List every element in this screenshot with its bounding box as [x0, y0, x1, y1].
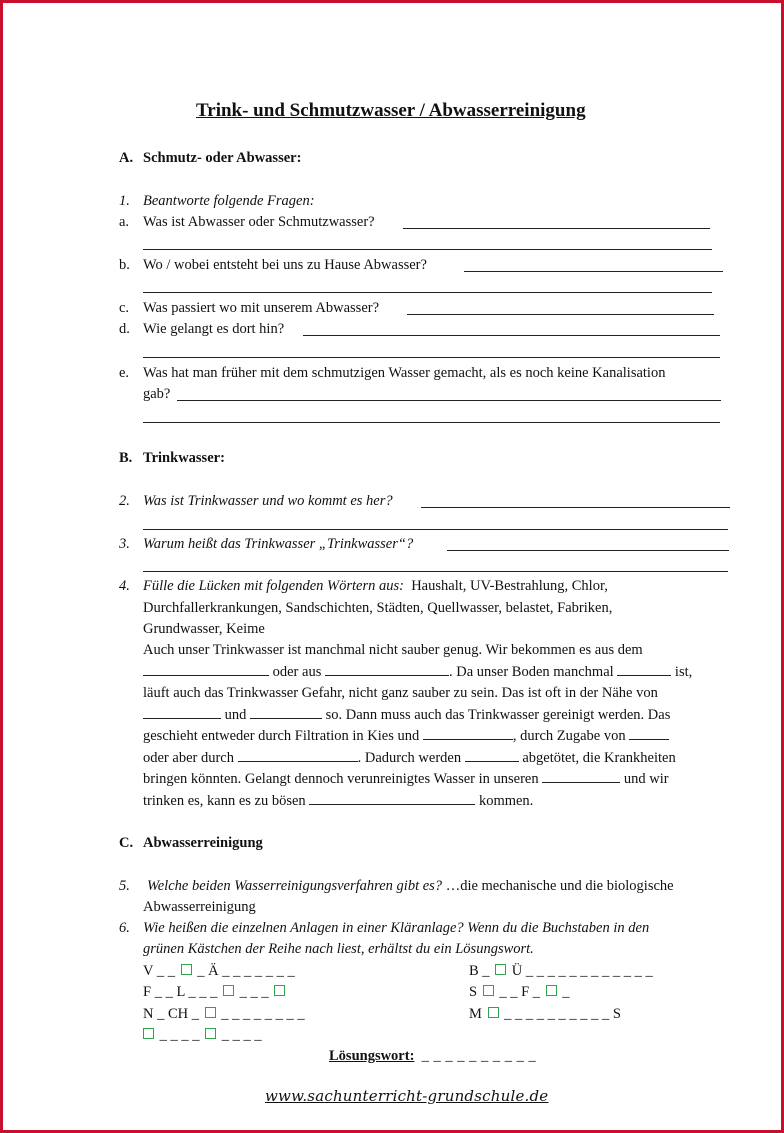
cloze-line: bringen könnten. Gelangt dennoch verunreinigtes Wasser in unseren und wir — [143, 771, 669, 787]
solution-word-row — [329, 1047, 536, 1065]
item-c-text: Was passiert wo mit unserem Abwasser? — [143, 300, 380, 316]
item-b-letter: b. — [119, 257, 130, 273]
word-bank-line-1: Haushalt, UV-Bestrahlung, Chlor, — [411, 578, 608, 594]
puzzle-word-5: N _ CH _ _ _ _ _ _ _ _ _ — [143, 1006, 305, 1022]
cloze-blank[interactable] — [465, 748, 519, 762]
green-box[interactable] — [274, 985, 285, 996]
green-box[interactable] — [488, 1007, 499, 1018]
question-5-line — [147, 877, 674, 895]
green-box[interactable] — [181, 964, 192, 975]
answer-line[interactable] — [464, 271, 723, 272]
section-a-letter: A. — [119, 150, 134, 166]
green-box[interactable] — [143, 1028, 154, 1039]
question-5-text: Welche beiden Wasserreinigungsverfahren gibt es? — [147, 878, 443, 894]
word-bank-line-2: Durchfallerkrankungen, Sandschichten, Städten, Quellwasser, belastet, Fabriken, — [143, 600, 613, 616]
cloze-blank[interactable] — [542, 769, 620, 783]
footer-url: www.sachunterricht-grundschule.de — [265, 1087, 549, 1105]
section-c-heading: Abwasserreinigung — [143, 835, 263, 851]
cloze-blank[interactable] — [250, 705, 322, 719]
answer-line[interactable] — [421, 507, 730, 508]
answer-line[interactable] — [143, 529, 728, 530]
green-box[interactable] — [205, 1007, 216, 1018]
question-1-text: Beantworte folgende Fragen: — [143, 193, 315, 209]
cloze-blank[interactable] — [143, 705, 221, 719]
puzzle-word-2: B _ Ü _ _ _ _ _ _ _ _ _ _ _ _ — [469, 963, 653, 979]
item-a-text: Was ist Abwasser oder Schmutzwasser? — [143, 214, 375, 230]
answer-line[interactable] — [447, 550, 729, 551]
cloze-line: trinken es, kann es zu bösen kommen. — [143, 793, 534, 809]
cloze-line: Auch unser Trinkwasser ist manchmal nicht sauber genug. Wir bekommen es aus dem — [143, 642, 643, 658]
cloze-blank[interactable] — [423, 726, 513, 740]
answer-line[interactable] — [143, 357, 720, 358]
puzzle-word-4: S _ _ F _ _ — [469, 984, 570, 1000]
section-b-letter: B. — [119, 450, 133, 466]
question-6-text: Wie heißen die einzelnen Anlagen in einer Kläranlage? Wenn du die Buchstaben in den — [143, 920, 650, 936]
cloze-blank[interactable] — [629, 726, 669, 740]
cloze-line: geschieht entweder durch Filtration in Kies und , durch Zugabe von — [143, 726, 669, 745]
cloze-blank[interactable] — [309, 791, 475, 805]
cloze-blank[interactable] — [238, 748, 358, 762]
section-a-heading: Schmutz- oder Abwasser: — [143, 150, 302, 166]
word-bank-line-3: Grundwasser, Keime — [143, 621, 265, 637]
item-d-letter: d. — [119, 321, 130, 337]
question-1-number: 1. — [119, 193, 130, 209]
question-4-text: Fülle die Lücken mit folgenden Wörtern aus: — [143, 578, 404, 594]
answer-line[interactable] — [143, 422, 720, 423]
item-e-letter: e. — [119, 365, 130, 381]
item-a-letter: a. — [119, 214, 130, 230]
question-6-number: 6. — [119, 920, 130, 936]
answer-line[interactable] — [143, 571, 728, 572]
puzzle-word-1: V _ _ _ Ä _ _ _ _ _ _ _ — [143, 963, 295, 979]
cloze-line: und so. Dann muss auch das Trinkwasser gereinigt werden. Das — [143, 705, 670, 724]
solution-blanks[interactable]: _ _ _ _ _ _ _ _ _ _ — [421, 1048, 537, 1064]
answer-line[interactable] — [407, 314, 714, 315]
cloze-blank[interactable] — [617, 662, 671, 676]
question-5-answer-continued: Abwasserreinigung — [143, 899, 256, 915]
solution-label: Lösungswort: — [329, 1048, 415, 1064]
page-title: Trink- und Schmutzwasser / Abwasserreinigung — [196, 100, 586, 121]
puzzle-word-7: _ _ _ _ _ _ _ _ — [143, 1026, 262, 1044]
green-box[interactable] — [483, 985, 494, 996]
item-e-text: Was hat man früher mit dem schmutzigen Wasser gemacht, als es noch keine Kanalisation — [143, 365, 666, 381]
puzzle-word-3: F _ _ L _ _ _ _ _ _ — [143, 983, 287, 1001]
green-box[interactable] — [495, 964, 506, 975]
section-b-heading: Trinkwasser: — [143, 450, 225, 466]
answer-line[interactable] — [303, 335, 720, 336]
cloze-line: läuft auch das Trinkwasser Gefahr, nicht ganz sauber zu sein. Das ist oft in der Nähe von — [143, 685, 658, 701]
question-4-number: 4. — [119, 578, 130, 594]
section-c-letter: C. — [119, 835, 134, 851]
answer-line[interactable] — [403, 228, 710, 229]
green-box[interactable] — [546, 985, 557, 996]
puzzle-word-6: M _ _ _ _ _ _ _ _ _ _ S — [469, 1006, 621, 1022]
question-3-number: 3. — [119, 536, 130, 552]
cloze-blank[interactable] — [325, 662, 449, 676]
question-6-text-continued: grünen Kästchen der Reihe nach liest, erhältst du ein Lösungswort. — [143, 941, 534, 957]
cloze-line: oder aus . Da unser Boden manchmal ist, — [143, 662, 692, 681]
question-4-instruction — [143, 577, 608, 595]
question-3-text: Warum heißt das Trinkwasser „Trinkwasser“? — [143, 536, 414, 552]
item-c-letter: c. — [119, 300, 130, 316]
cloze-line: oder aber durch . Dadurch werden abgetötet, die Krankheiten — [143, 750, 676, 766]
green-box[interactable] — [223, 985, 234, 996]
item-e-text-continued: gab? — [143, 386, 171, 402]
answer-line[interactable] — [143, 249, 712, 250]
question-5-answer: …die mechanische und die biologische — [445, 878, 674, 894]
question-2-text: Was ist Trinkwasser und wo kommt es her? — [143, 493, 393, 509]
answer-line[interactable] — [177, 400, 721, 401]
green-box[interactable] — [205, 1028, 216, 1039]
answer-line[interactable] — [143, 292, 712, 293]
question-2-number: 2. — [119, 493, 130, 509]
item-b-text: Wo / wobei entsteht bei uns zu Hause Abwasser? — [143, 257, 427, 273]
cloze-blank[interactable] — [143, 662, 269, 676]
item-d-text: Wie gelangt es dort hin? — [143, 321, 285, 337]
question-5-number: 5. — [119, 878, 130, 894]
